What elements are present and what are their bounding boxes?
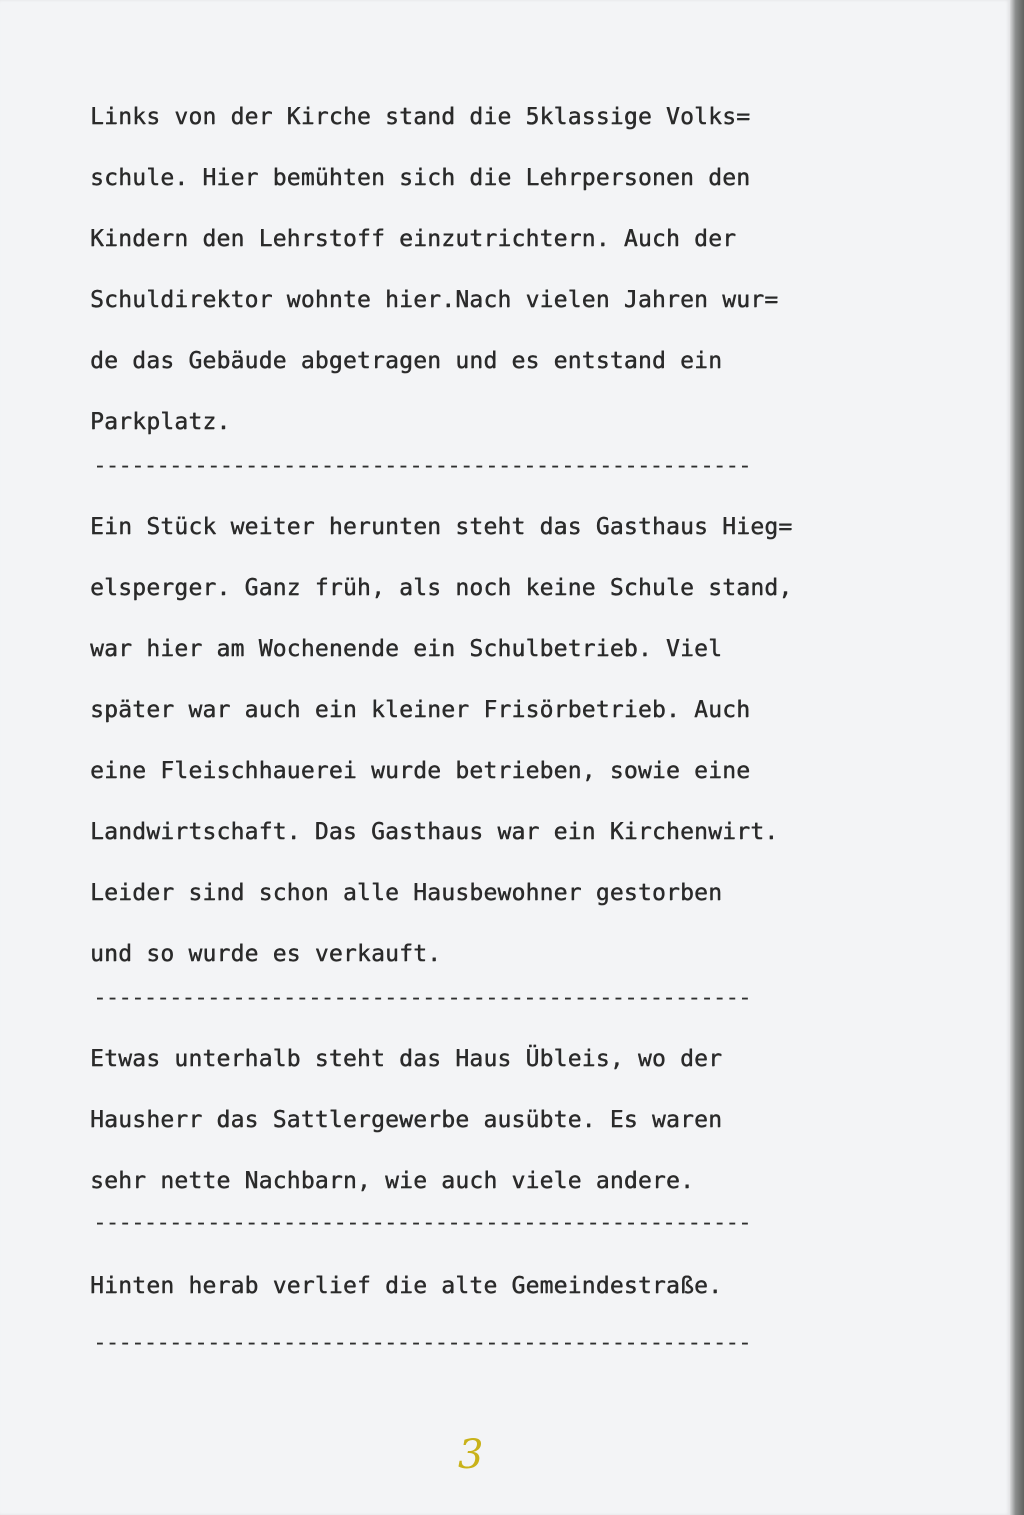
text-line: elsperger. Ganz früh, als noch keine Schule stand, (90, 575, 793, 601)
text-line: sehr nette Nachbarn, wie auch viele andere. (90, 1168, 695, 1194)
separator-line: ---------------------------------------------------- (93, 1333, 751, 1353)
text-line: später war auch ein kleiner Frisörbetrieb. Auch (90, 697, 751, 723)
text-line: Hausherr das Sattlergewerbe ausübte. Es waren (90, 1107, 723, 1133)
text-line: war hier am Wochenende ein Schulbetrieb. Viel (90, 636, 723, 662)
text-line: Parkplatz. (90, 409, 231, 435)
scan-edge (1010, 0, 1024, 1515)
text-line: de das Gebäude abgetragen und es entstand ein (90, 348, 723, 374)
text-line: schule. Hier bemühten sich die Lehrpersonen den (90, 165, 751, 191)
text-line: eine Fleischhauerei wurde betrieben, sowie eine (90, 758, 751, 784)
text-line: Hinten herab verlief die alte Gemeindestraße. (90, 1273, 723, 1299)
text-line: Landwirtschaft. Das Gasthaus war ein Kirchenwirt. (90, 819, 779, 845)
text-line: und so wurde es verkauft. (90, 941, 442, 967)
text-line: Etwas unterhalb steht das Haus Übleis, wo der (90, 1046, 723, 1072)
text-line: Leider sind schon alle Hausbewohner gestorben (90, 880, 723, 906)
text-line: Kindern den Lehrstoff einzutrichtern. Auch der (90, 226, 737, 252)
separator-line: ---------------------------------------------------- (93, 1213, 751, 1233)
separator-line: ---------------------------------------------------- (93, 988, 751, 1008)
text-line: Links von der Kirche stand die 5klassige Volks= (90, 104, 751, 130)
separator-line: ---------------------------------------------------- (93, 456, 751, 476)
text-line: Ein Stück weiter herunten steht das Gasthaus Hieg= (90, 514, 793, 540)
page-number: 3 (458, 1432, 484, 1478)
text-line: Schuldirektor wohnte hier.Nach vielen Jahren wur= (90, 287, 779, 313)
